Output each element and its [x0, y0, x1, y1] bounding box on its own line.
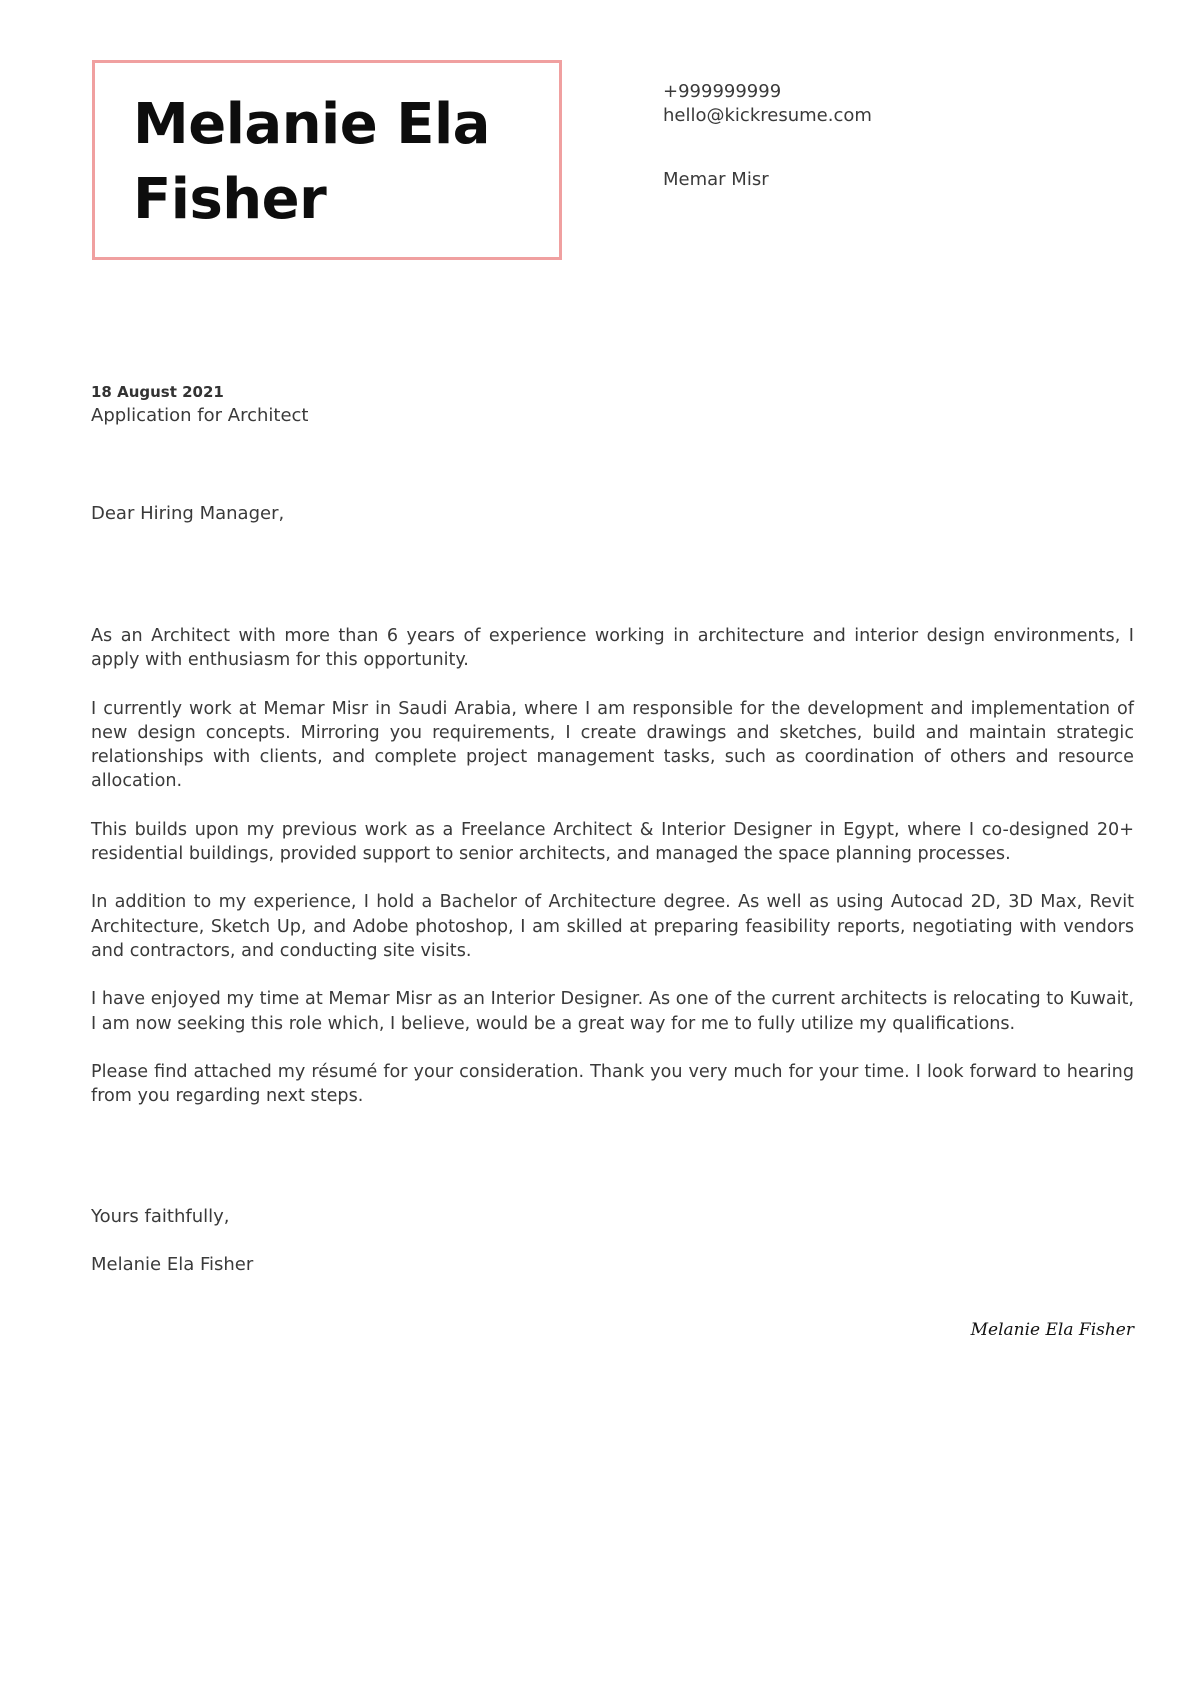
body-paragraph: Please find attached my résumé for your consideration. Thank you very much for your time. I look forward to hearing from you regarding next steps.: [91, 1061, 1134, 1107]
contact-info: [663, 80, 872, 192]
signed-name: Melanie Ela Fisher: [91, 1254, 254, 1275]
body-paragraph: In addition to my experience, I hold a Bachelor of Architecture degree. As well as using Autocad 2D, 3D Max, Revit Architecture, Sketch Up, and Adobe photoshop, I am skilled at preparing feasibility reports, negotiating with vendors and contractors, and conducting site visits.: [91, 892, 1134, 961]
body-paragraph: I currently work at Memar Misr in Saudi Arabia, where I am responsible for the development and implementation of new design concepts. Mirroring you requirements, I create drawings and sketches, build and maintain strategic relationships with clients, and complete project management tasks, such as coordination of others and resource allocation.: [91, 698, 1134, 792]
salutation: Dear Hiring Manager,: [91, 503, 285, 524]
email-address: hello@kickresume.com: [663, 105, 872, 126]
body-paragraph: I have enjoyed my time at Memar Misr as an Interior Designer. As one of the current architects is relocating to Kuwait, I am now seeking this role which, I believe, would be a great way for me to fully utilize my qualifications.: [91, 989, 1134, 1034]
phone-number: +999999999: [663, 81, 782, 102]
body-paragraph: As an Architect with more than 6 years of experience working in architecture and interior design environments, I apply with enthusiasm for this opportunity.: [91, 626, 1134, 671]
applicant-name: [133, 87, 553, 237]
name-line-2: Fisher: [133, 167, 327, 232]
name-box: [92, 60, 562, 260]
city: Memar Misr: [663, 169, 769, 190]
name-line-1: Melanie Ela: [133, 92, 490, 157]
body-paragraph: This builds upon my previous work as a Freelance Architect & Interior Designer in Egypt, where I co-designed 20+ residential buildings, provided support to senior architects, and managed the space planning processes.: [91, 819, 1134, 865]
letter-date: 18 August 2021: [91, 383, 224, 401]
letter-subject: Application for Architect: [91, 405, 309, 426]
handwritten-signature: Melanie Ela Fisher: [970, 1320, 1134, 1340]
letter-body: [91, 624, 1134, 1132]
closing: Yours faithfully,: [91, 1206, 230, 1227]
